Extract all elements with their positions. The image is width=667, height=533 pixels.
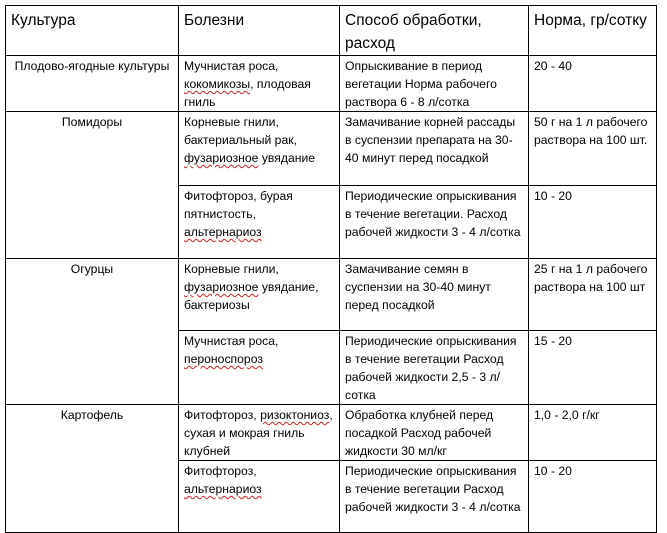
method-cell: Замачивание корней рассады в суспензии препарата на 30-40 минут перед посадкой xyxy=(340,112,529,186)
table-row xyxy=(6,56,657,112)
table-row xyxy=(6,259,657,331)
method-cell: Периодические опрыскивания в течение вегетации Расход рабочей жидкости 3 - 4 л/сотка xyxy=(340,461,529,533)
norm-cell: 15 - 20 xyxy=(529,331,657,405)
header-row xyxy=(6,6,657,56)
norm-cell: 10 - 20 xyxy=(529,461,657,533)
disease-cell: Мучнистая роса, кокомикозы, плодовая гниль xyxy=(179,56,340,112)
norm-cell: 25 г на 1 л рабочего раствора на 100 шт xyxy=(529,259,657,331)
table-row xyxy=(6,405,657,461)
method-cell: Опрыскивание в период вегетации Норма рабочего раствора 6 - 8 л/сотка xyxy=(340,56,529,112)
disease-cell: Корневые гнили, бактериальный рак, фузариозное увядание xyxy=(179,112,340,186)
header-norm: Норма, гр/сотку xyxy=(529,6,657,56)
method-cell: Обработка клубней перед посадкой Расход рабочей жидкости 30 мл/кг xyxy=(340,405,529,461)
crop-cell: Помидоры xyxy=(6,112,179,259)
norm-cell: 10 - 20 xyxy=(529,186,657,259)
crop-cell: Плодово-ягодные культуры xyxy=(6,56,179,112)
method-cell: Периодические опрыскивания в течение вегетации Расход рабочей жидкости 2,5 - 3 л/сотка xyxy=(340,331,529,405)
header-crop: Культура xyxy=(6,6,179,56)
table-row xyxy=(6,112,657,186)
norm-cell: 20 - 40 xyxy=(529,56,657,112)
disease-cell: Корневые гнили, фузариозное увядание, бактериозы xyxy=(179,259,340,331)
disease-cell: Мучнистая роса, пероноспороз xyxy=(179,331,340,405)
header-diseases: Болезни xyxy=(179,6,340,56)
disease-cell: Фитофтороз, ризоктониоз, сухая и мокрая гниль клубней xyxy=(179,405,340,461)
method-cell: Замачивание семян в суспензии на 30-40 минут перед посадкой xyxy=(340,259,529,331)
treatment-table xyxy=(5,5,657,533)
method-cell: Периодические опрыскивания в течение вегетации. Расход рабочей жидкости 3 - 4 л/сотка xyxy=(340,186,529,259)
norm-cell: 50 г на 1 л рабочего раствора на 100 шт. xyxy=(529,112,657,186)
norm-cell: 1,0 - 2,0 г/кг xyxy=(529,405,657,461)
disease-cell: Фитофтороз, бурая пятнистость, альтернариоз xyxy=(179,186,340,259)
crop-cell: Картофель xyxy=(6,405,179,533)
disease-cell: Фитофтороз, альтернариоз xyxy=(179,461,340,533)
header-method: Способ обработки, расход xyxy=(340,6,529,56)
crop-cell: Огурцы xyxy=(6,259,179,405)
